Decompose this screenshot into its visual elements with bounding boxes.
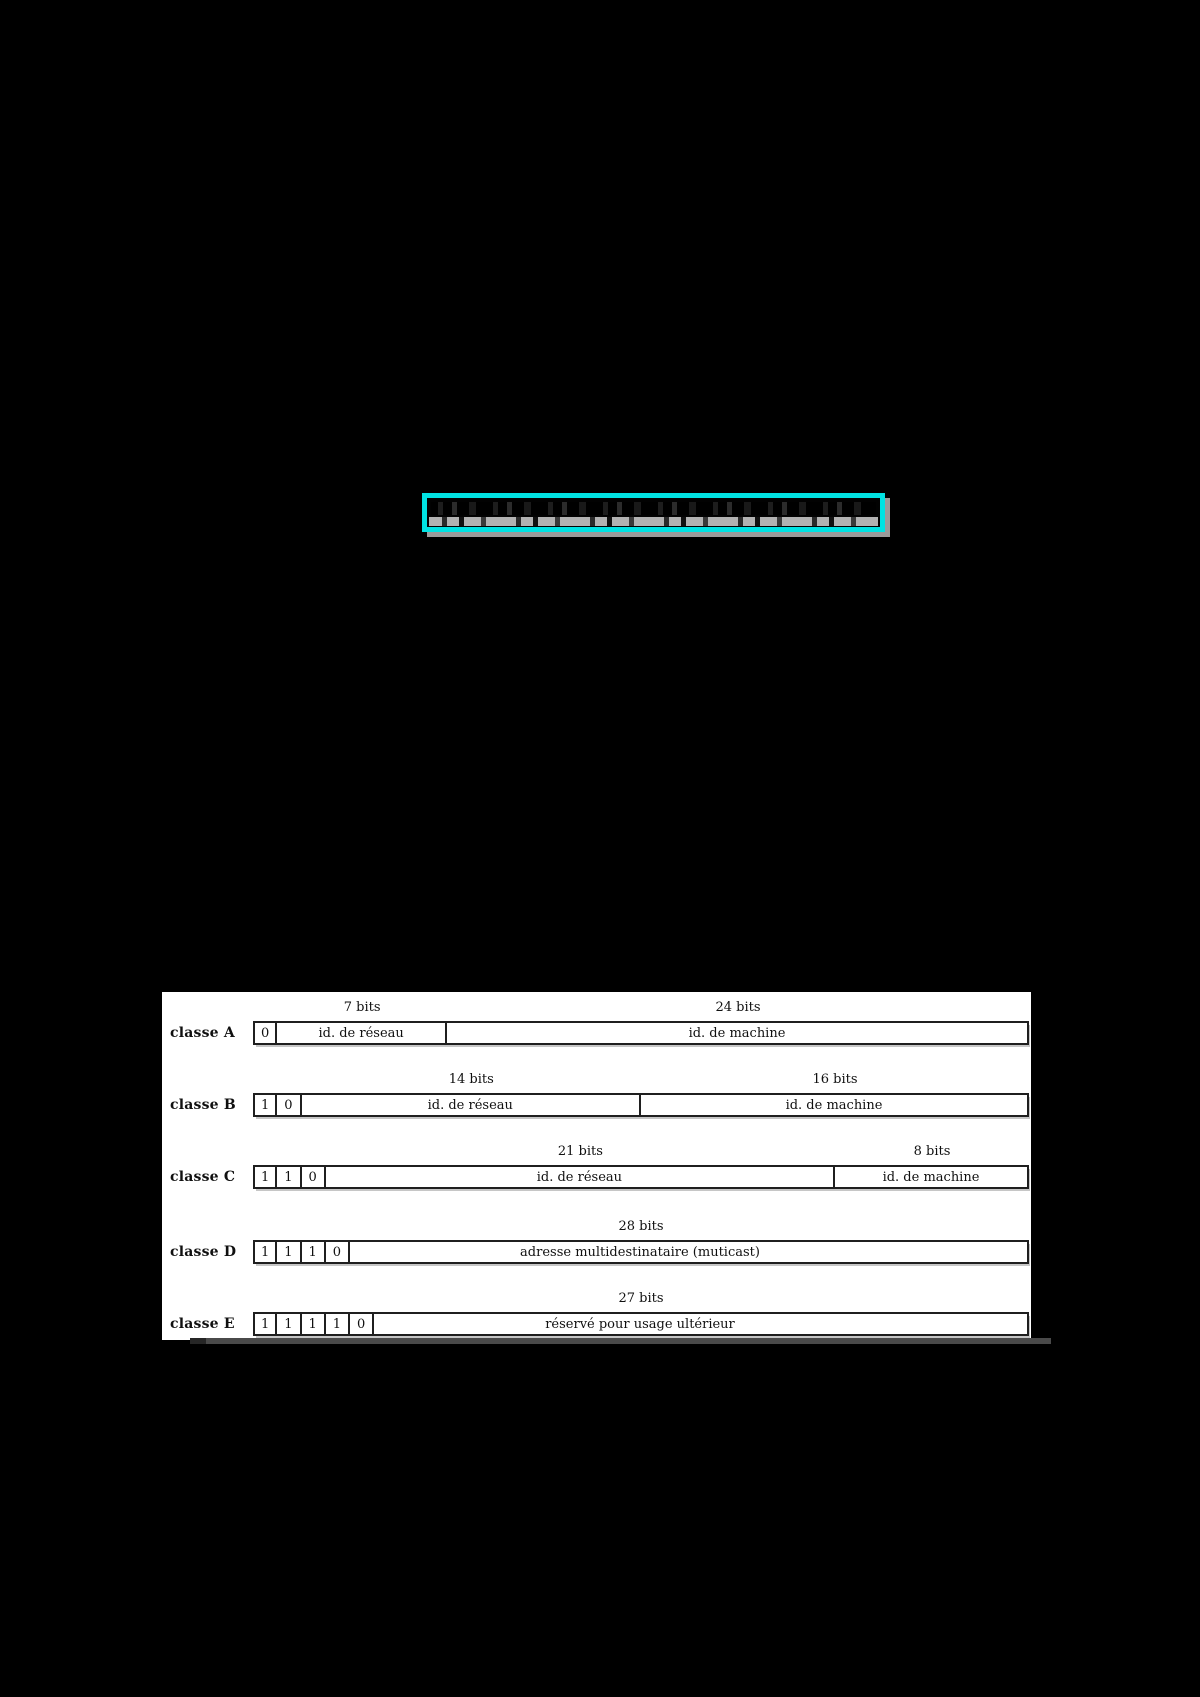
prefix-bit-cell: 0: [350, 1312, 374, 1336]
prefix-bit-cell: 1: [253, 1240, 277, 1264]
class-row: [162, 1072, 1031, 1117]
bit-field-bar: [253, 1240, 1029, 1264]
bit-count-label: 24 bits: [715, 1000, 761, 1015]
bit-count-label: 8 bits: [913, 1144, 951, 1159]
prefix-bit-cell: 1: [277, 1165, 301, 1189]
bit-count-label: 27 bits: [618, 1291, 664, 1306]
panel-shadow-strip: [206, 1338, 1051, 1344]
class-row: [162, 1219, 1031, 1264]
address-field-cell: id. de machine: [641, 1093, 1029, 1117]
panel-shadow-notch: [190, 1338, 206, 1344]
class-row: [162, 1144, 1031, 1189]
address-field-cell: id. de machine: [835, 1165, 1029, 1189]
prefix-bit-cell: 1: [326, 1312, 350, 1336]
prefix-bit-cell: 1: [253, 1093, 277, 1117]
bit-field-bar: [253, 1312, 1029, 1336]
class-name-label: classe D: [170, 1244, 237, 1260]
class-name-label: classe B: [170, 1097, 236, 1113]
prefix-bit-cell: 0: [253, 1021, 277, 1045]
prefix-bit-cell: 1: [302, 1312, 326, 1336]
address-field-cell: id. de réseau: [302, 1093, 642, 1117]
bit-field-bar: [253, 1165, 1029, 1189]
class-name-label: classe E: [170, 1316, 235, 1332]
prefix-bit-cell: 1: [277, 1312, 301, 1336]
class-row: [162, 1291, 1031, 1336]
text-selection-highlight[interactable]: [422, 493, 885, 532]
class-row: [162, 1000, 1031, 1045]
bit-count-label: 21 bits: [557, 1144, 603, 1159]
ip-class-diagram-panel: [162, 992, 1031, 1340]
address-field-cell: adresse multidestinataire (muticast): [350, 1240, 1029, 1264]
address-field-cell: id. de réseau: [277, 1021, 447, 1045]
bit-field-bar: [253, 1021, 1029, 1045]
redacted-text-smudge: [431, 502, 876, 515]
prefix-bit-cell: 1: [253, 1312, 277, 1336]
address-field-cell: réservé pour usage ultérieur: [374, 1312, 1029, 1336]
prefix-bit-cell: 0: [277, 1093, 301, 1117]
bit-count-label: 16 bits: [812, 1072, 858, 1087]
bit-count-label: 7 bits: [343, 1000, 381, 1015]
address-field-cell: id. de réseau: [326, 1165, 835, 1189]
class-name-label: classe A: [170, 1025, 235, 1041]
prefix-bit-cell: 1: [277, 1240, 301, 1264]
prefix-bit-cell: 1: [253, 1165, 277, 1189]
bit-count-label: 14 bits: [448, 1072, 494, 1087]
prefix-bit-cell: 0: [326, 1240, 350, 1264]
redacted-text-baseline-band: [429, 517, 878, 526]
bit-field-bar: [253, 1093, 1029, 1117]
class-name-label: classe C: [170, 1169, 236, 1185]
bit-count-label: 28 bits: [618, 1219, 664, 1234]
address-field-cell: id. de machine: [447, 1021, 1029, 1045]
prefix-bit-cell: 0: [302, 1165, 326, 1189]
prefix-bit-cell: 1: [302, 1240, 326, 1264]
